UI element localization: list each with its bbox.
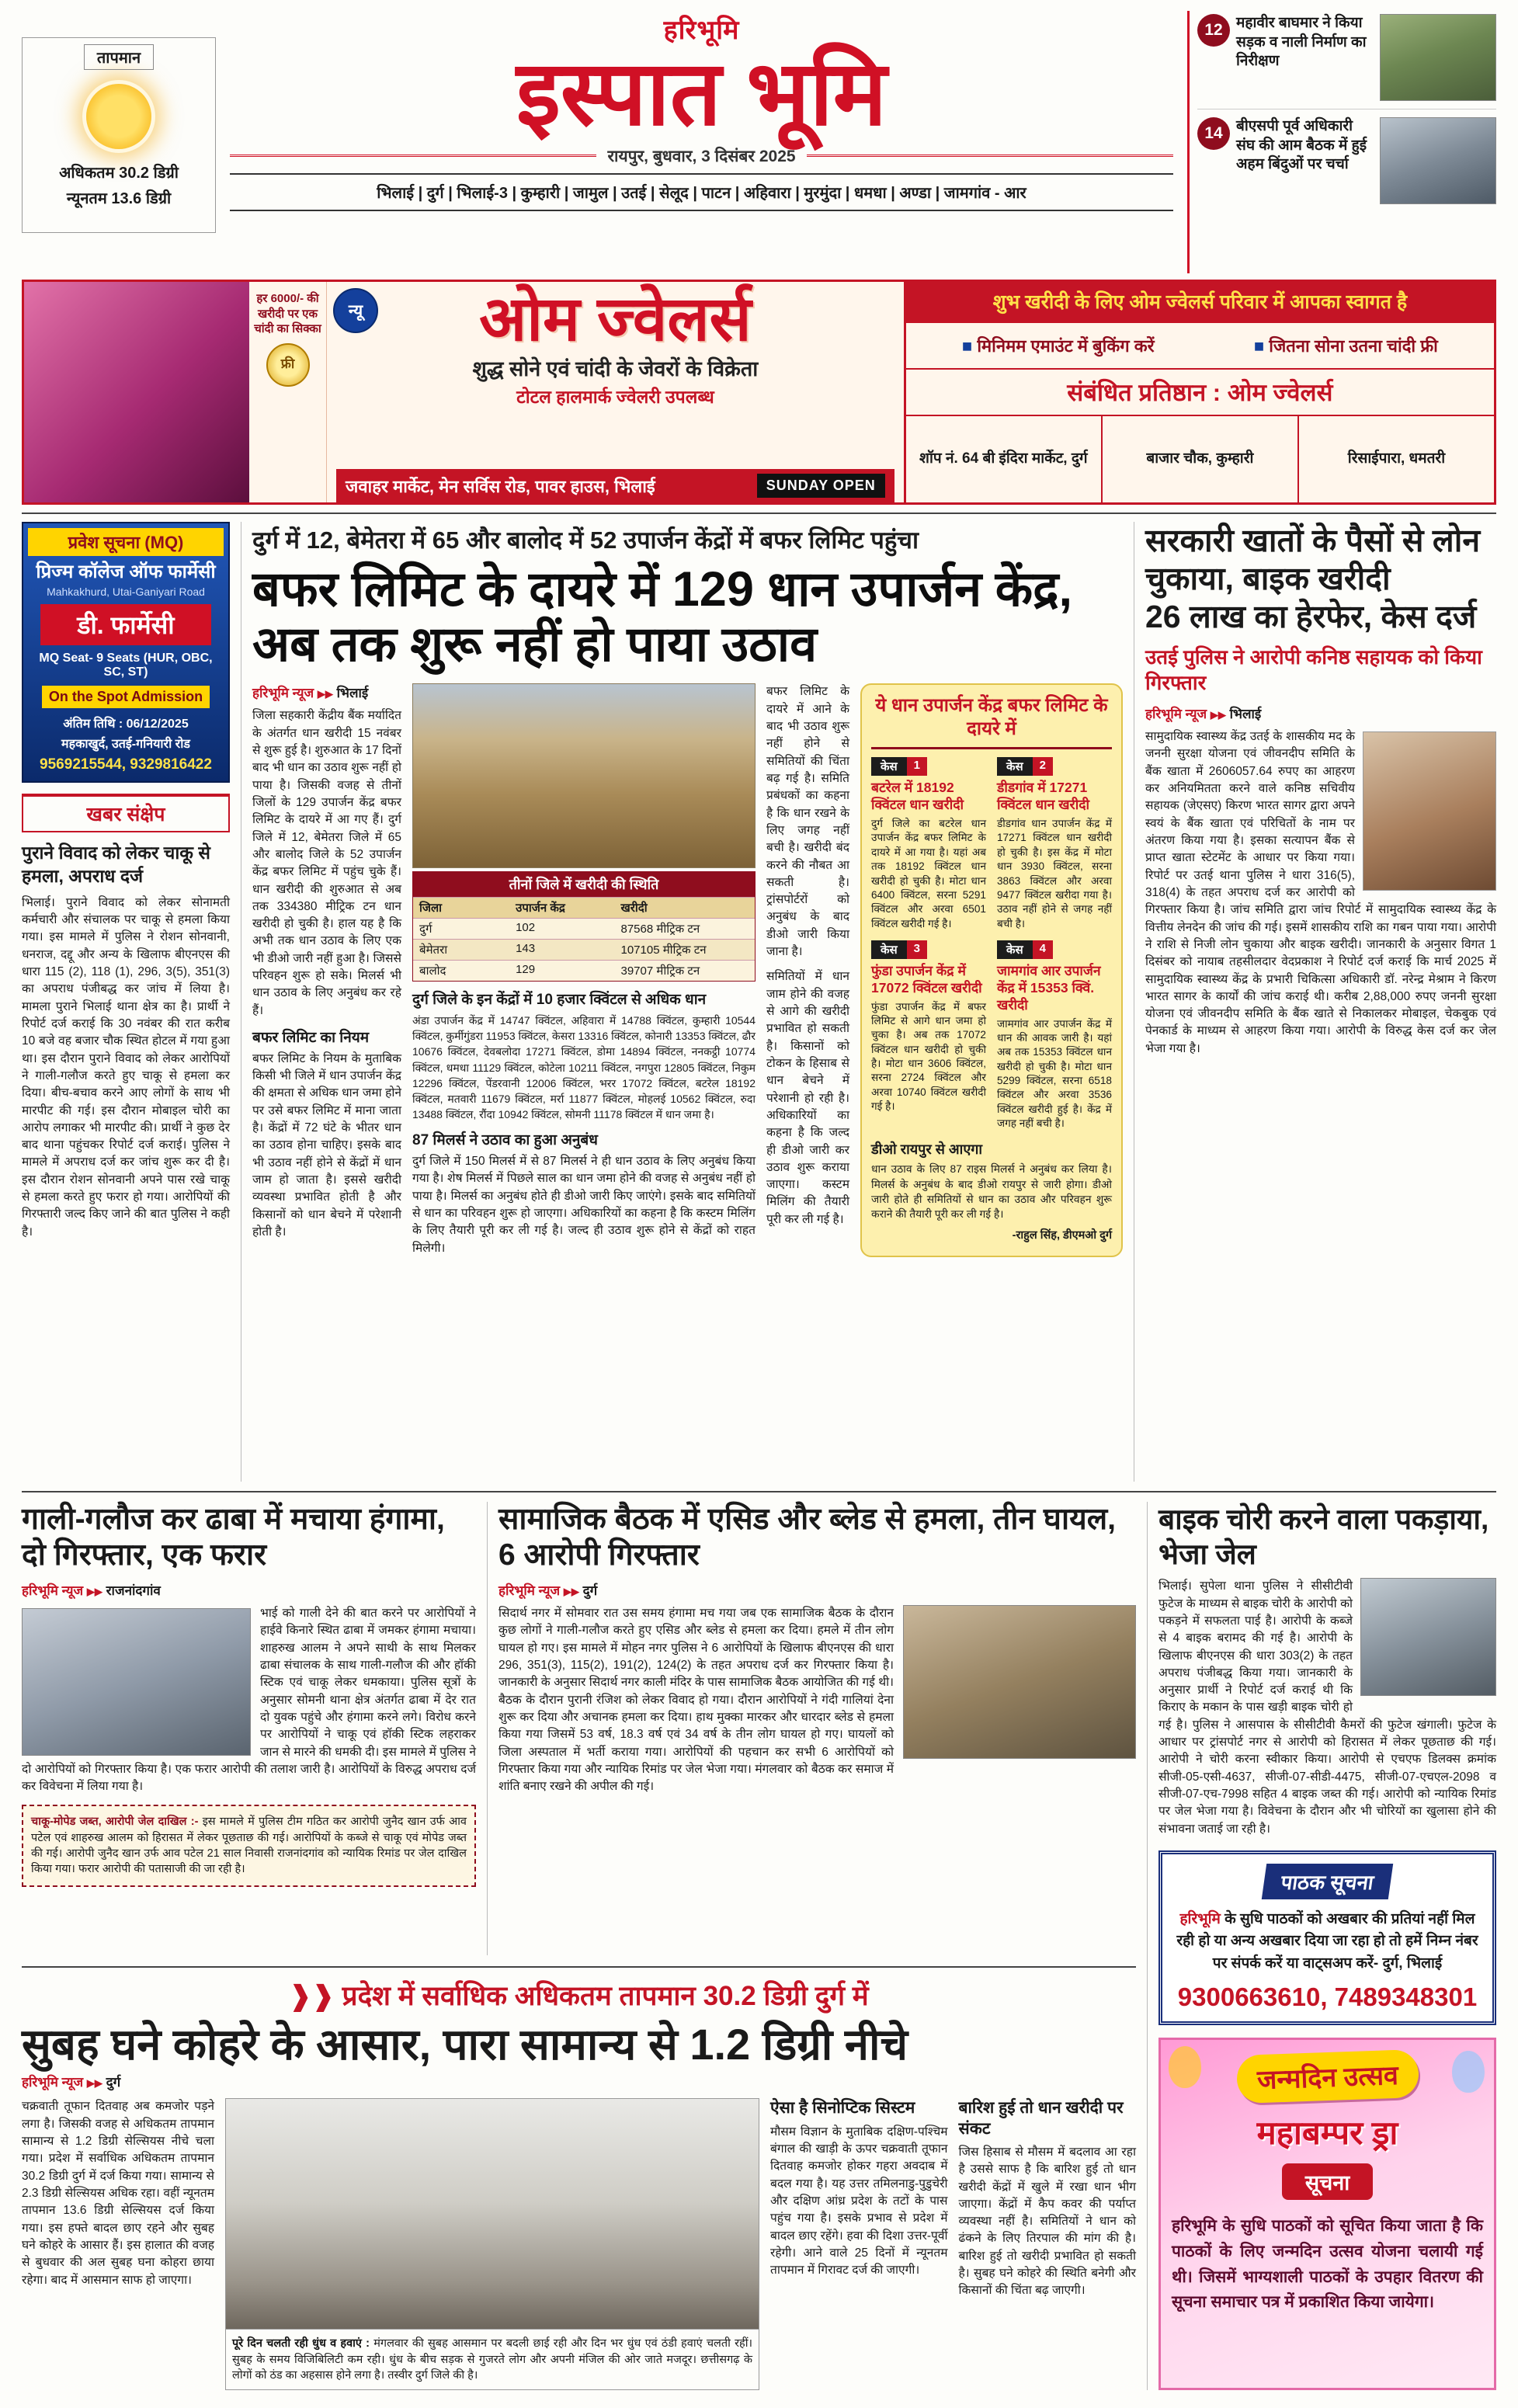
dhaba-headline: गाली-गलौज कर ढाबा में मचाया हंगामा, दो गिरफ्तार, एक फरार — [22, 1503, 445, 1572]
left-sidebar — [22, 522, 230, 1482]
balloon-icon — [1169, 2046, 1201, 2088]
weather-kicker — [22, 1977, 1136, 2014]
ad-welcome-band: शुभ खरीदी के लिए ओम ज्वेलर्स परिवार में आपका स्वागत है — [906, 282, 1494, 323]
case-card — [997, 940, 1112, 1131]
case-number: 3 — [907, 940, 927, 959]
byline-arrow-icon: ▶▶ — [317, 688, 333, 700]
dhaba-body: भाई को गाली देने की बात करने पर आरोपियों ने हाईवे किनारे स्थित ढाबा में जमकर हंगामा मचाया। शाहरुख आलम ने अपने साथी के साथ मिलकर ढाबा संचालक के साथ गाली-गलौज की और हॉकी स्टिक एवं चाकू लेकर धमकाया। पुलिस सूत्रों के अनुसार सोमनी थाना क्षेत्र अंतर्गत ढाबा में देर रात दो युवक पहुंचे और हंगामा करने लगे। विरोध करने पर आरोपियों ने चाकू एवं हॉकी स्टिक लहराकर जान से मारने की धमकी दी। इस मामले में पुलिस ने दो आरोपियों को गिरफ्तार किया है। एक फरार आरोपी की तलाश जारी है। आरोपियों के विरुद्ध अपराध दर्ज कर विवेचना में लिया गया है। — [22, 1607, 476, 1794]
lead-col-right — [766, 683, 849, 1256]
weather-columns — [22, 2098, 1136, 2390]
bike-headline: बाइक चोरी करने वाला पकड़ाया, भेजा जेल — [1158, 1503, 1489, 1571]
table-col-header: उपार्जन केंद्र — [509, 897, 614, 918]
ad-left-block — [327, 282, 906, 502]
byline-brand: हरिभूमि न्यूज — [22, 2075, 84, 2090]
page-number-badge: 12 — [1197, 14, 1230, 47]
synoptic-body: मौसम विज्ञान के मुताबिक दक्षिण-पश्चिम बंगाल की खाड़ी के ऊपर चक्रवाती तूफान दितवाह कमजोर होकर गहरा अवदाब में बदल गया है। यह उत्तर तमिलनाडु-पुडुचेरी और दक्षिण आंध्र प्रदेश के तटों के पास पहुंच गया है। इसके प्रभाव से प्रदेश में बादल छाए रहेंगे। हवा की दिशा उत्तर-पूर्वी रहेगी। आने वाले 25 दिनों में न्यूनतम तापमान में गिरावट दर्ज की जाएगी। — [770, 2125, 948, 2278]
table-cell: 143 — [509, 939, 614, 960]
reader-notice-body — [1173, 1909, 1482, 1975]
photo-caption-body: मंगलवार की सुबह आसमान पर बदली छाई रही और दिन भर धुंध एवं ठंडी हवाएं चलती रहीं। सुबह के समय विजिबिलिटी कम रही। धुंध के बीच सड़क से गुजरते लोग और अपनी मंजिल की ओर जाते मजदूर। छत्तीसगढ़ के लोगों को ठंड का अहसास होने लगा है। तस्वीर दुर्ग जिले की है। — [232, 2337, 752, 2382]
millers-subhead: 87 मिलर्स ने उठाव का हुआ अनुबंध — [412, 1132, 598, 1149]
kicker-decoration-icon: ❱❱ — [289, 1981, 342, 2011]
case-heading: फुंडा उपार्जन केंद्र में 17072 क्विंटल खरीदी — [871, 962, 982, 996]
brief-text: महावीर बाघमार ने किया सड़क व नाली निर्माण का निरीक्षण — [1236, 15, 1367, 70]
byline — [22, 1581, 476, 1599]
fraud-headline: सरकारी खातों के पैसों से लोन चुकाया, बाइक खरीदी — [1145, 523, 1481, 597]
ad-address-bar — [336, 469, 894, 502]
byline-location: दुर्ग — [106, 2075, 121, 2090]
highlight-body: इस मामले में पुलिस टीम गठित कर आरोपी जुनैद खान उर्फ आव पटेल एवं शाहरुख आलम को हिरासत में लेकर पूछताछ की गई। आरोपियों के कब्जे से चाकू एवं मोपेड जब्त की गई। आरोपी जुनैद खान उर्फ आव पटेल 21 साल निवासी राजनांदगांव को न्यायिक रिमांड पर जेल दाखिल किया गया। फरार आरोपी की पतासाजी की जा रही है। — [31, 1816, 467, 1876]
masthead-center — [230, 11, 1173, 273]
last-date: अंतिम तिथि : 06/12/2025 — [63, 718, 189, 731]
procurement-table — [412, 871, 756, 982]
lead-kicker: दुर्ग में 12, बेमेतरा में 65 और बालोद में 52 उपार्जन केंद्रों में बफर लिमिट पहुंचा — [252, 526, 919, 554]
masthead — [0, 0, 1518, 273]
ad-tagline-1: शुद्ध सोने एवं चांदी के जेवरों के विक्रेता — [472, 357, 759, 380]
table-cell: 129 — [509, 960, 614, 981]
page-number-badge: 14 — [1197, 117, 1230, 150]
table-cell: 102 — [509, 918, 614, 939]
middle-stories-row — [22, 1502, 1136, 1968]
centers-body: अंडा उपार्जन केंद्र में 14747 क्विंटल, अहिवारा में 14788 क्विंटल, कुम्हारी 10544 क्विंटल, कुर्मीगुंडरा 11953 क्विंटल, केसरा 13316 क्विंटल, कोनारी 13353 क्विंटल, ढौर 10676 क्विंटल, देवबलोदा 17271 क्विंटल, डोमा 14894 क्विंटल, ननकट्ठी 10774 क्विंटल, धमधा 11129 क्विंटल, कोटेला 10211 क्विंटल, नगपुरा 12805 क्विंटल, निकुम 12296 क्विंटल, पेंडरवानी 12006 क्विंटल, भरर 17072 क्विंटल, बटरेल 18192 क्विंटल, मतवारी 11679 क्विंटल, मर्रा 11877 क्विंटल, मोहलई 10562 क्विंटल, रुदा 13488 क्विंटल, रौंदा 10942 क्विंटल, सोमनी 11178 क्विंटल में धान जमा है। — [412, 1014, 756, 1121]
deo-subhead: डीओ रायपुर से आएगा — [871, 1141, 983, 1158]
dhaba-story — [22, 1502, 488, 1955]
case-number: 4 — [1033, 940, 1053, 959]
lead-story-columns — [252, 683, 1123, 1256]
photo-accused — [1363, 731, 1496, 891]
sunday-open-badge: SUNDAY OPEN — [757, 474, 885, 498]
main-section — [22, 513, 1496, 1482]
publication-logo: हरिभूमि — [663, 16, 740, 45]
lead-col-middle — [412, 683, 756, 1256]
rain-risk-column — [959, 2098, 1137, 2390]
ad-brand-name: ओम ज्वेलर्स — [479, 284, 752, 353]
sun-icon — [86, 84, 151, 149]
case-label: केस — [997, 940, 1033, 959]
ad-main-address: जवाहर मार्केट, मेन सर्विस रोड, पावर हाउस, भिलाई — [346, 476, 655, 496]
bike-body: भिलाई। सुपेला थाना पुलिस ने सीसीटीवी फुटेज के माध्यम से बाइक चोरी के आरोपी को पकड़ने में सफलता पाई है। आरोपी के कब्जे से 4 बाइक बरामद की गई है। आरोपी के खिलाफ बीएनएस की धारा 303(2) के तहत अपराध पंजीबद्ध किया गया। जानकारी के अनुसार प्रार्थी ने रिपोर्ट दर्ज कराई थी कि किराए के मकान के पास खड़ी बाइक चोरी हो गई है। पुलिस ने आसपास के सीसीटीवी कैमरों की फुटेज खंगाली। फुटेज के आधार पर ट्रांसपोर्ट नगर से आरोपी को हिरासत में लेकर पूछताछ की गई। आरोपी ने चोरी करना स्वीकार किया। आरोपी से एचएफ डिलक्स क्रमांक सीजी-05-एसी-4637, सीजी-07-सीडी-4475, सीजी-07-एचएल-2098 व सीजी-07-एच-7998 सहित 4 बाइक जब्त की गई। आरोपी को न्यायिक रिमांड पर जेल भेजा गया है। विवेचना के दौरान और भी चोरियों का खुलासा होने की संभावना जताई जा रही है। — [1158, 1579, 1496, 1836]
fraud-story — [1145, 522, 1496, 1482]
byline-arrow-icon: ▶▶ — [563, 1586, 579, 1598]
pharmacy-admission-ad — [22, 522, 230, 783]
photo-caption-title: पूरे दिन चलती रही धुंध व हवाएं : — [232, 2337, 370, 2351]
photo-recovered-bikes — [1360, 1578, 1496, 1696]
new-badge: न्यू — [333, 288, 378, 333]
lower-left — [22, 1502, 1136, 2390]
byline-location: राजनांदगांव — [106, 1583, 161, 1599]
byline-brand: हरिभूमि न्यूज — [252, 686, 314, 701]
ad-related-stores: संबंधित प्रतिष्ठान : ओम ज्वेलर्स — [906, 368, 1494, 416]
case-number: 1 — [907, 757, 927, 776]
fraud-subhead: उतई पुलिस ने आरोपी कनिष्ठ सहायक को किया गिरफ्तार — [1145, 645, 1482, 695]
table-cell: 107105 मीट्रिक टन — [614, 939, 755, 960]
lead-headline: बफर लिमिट के दायरे में 129 धान उपार्जन केंद्र, अब तक शुरू नहीं हो पाया उठाव — [252, 562, 1073, 672]
sidebar-brief-title: पुराने विवाद को लेकर चाकू से हमला, अपराध दर्ज — [22, 843, 210, 886]
bumper-draw-title: महाबम्पर ड्रा — [1256, 2114, 1398, 2152]
rain-risk-body: जिस हिसाब से मौसम में बदलाव आ रहा है उससे साफ है कि बारिश हुई तो धान खरीदी केंद्रों में खुले में रखा धान भीग जाएगा। केंद्रों में कैप कवर की पर्याप्त व्यवस्था नहीं है। समितियों ने धान को ढंकने के लिए तिरपाल की मांग की है। बारिश हुई तो खरीदी प्रभावित हो सकती है। सुबह घने कोहरे की स्थिति बनेगी और किसानों की चिंता बढ़ जाएगी। — [958, 2145, 1136, 2298]
brief-photo — [1380, 14, 1496, 101]
college-address-hi: महकाखुर्द, उतई-गनियारी रोड — [61, 738, 190, 751]
lower-section — [22, 1491, 1496, 2390]
weather-kicker-text: प्रदेश में सर्वाधिक अधिकतम तापमान 30.2 डिग्री दुर्ग में — [342, 1981, 869, 2011]
table-col-header: जिला — [413, 897, 509, 918]
ad-offer-text: हर 6000/- की खरीदी पर एक चांदी का सिक्का — [254, 292, 321, 335]
table-cell: 39707 मीट्रिक टन — [614, 960, 755, 981]
case-label: केस — [997, 757, 1033, 776]
weather-max: अधिकतम 30.2 डिग्री — [59, 165, 179, 182]
photo-police-arrest — [22, 1608, 251, 1756]
byline-location: भिलाई — [336, 686, 369, 701]
ad-branch-durg: शॉप नं. 64 बी इंदिरा मार्केट, दुर्ग — [919, 450, 1088, 467]
lead-col-left — [252, 683, 401, 1256]
bike-theft-story — [1158, 1502, 1496, 1838]
ad-branches — [906, 416, 1494, 503]
acid-story — [498, 1502, 1136, 1955]
edition-title: इस्पात भूमि — [516, 43, 888, 144]
case-body: जामगांव आर उपार्जन केंद्र में धान की आवक जारी है। यहां अब तक 15353 क्विंटल धान खरीदी हो चुकी है। मोटा धान 5299 क्विंटल, सरना 6518 क्विंटल और अरवा 3536 क्विंटल खरीदी हुई है। केंद्र में जगह नहीं बची है। — [997, 1017, 1112, 1129]
acid-body: सिदार्थ नगर में सोमवार रात उस समय हंगामा मच गया जब एक सामाजिक बैठक के दौरान कुछ लोगों ने गाली-गलौज करते हुए एसिड और ब्लेड से हमला कर दिया। हमले में तीन लोग घायल हो गए। इस मामले में मोहन नगर पुलिस ने 6 आरोपियों के खिलाफ बीएनएस की धारा 296, 351(3), 115(2), 191(2), 124(2) के तहत अपराध दर्ज कर गिरफ्तार किया है। जानकारी के अनुसार सिदार्थ नगर काली मंदिर के पास सामाजिक बैठक आयोजित की गई थी। बैठक के दौरान पुरानी रंजिश को लेकर विवाद हो गया। दौरान आरोपियों ने गंदी गालियां देना शुरू कर दिया और अचानक हमला कर दिया। हाथ मुक्का मारकर और धारदार ब्लेड से हमला किया गया जिसमें 53 वर्ष, 18.3 वर्ष एवं 34 वर्ष के तीन लोग घायल हो गए। घायलों को जिला अस्पताल में भर्ती कराया गया। आरोपियों की पहचान कर सभी 6 आरोपियों को गिरफ्तार किया गया और न्यायिक रिमांड पर जेल भेजा गया। मंगलवार को बैठक कर समाज में शांति बनाए रखने की अपील की गई। — [498, 1607, 894, 1794]
birthday-draw-ad — [1158, 2038, 1496, 2390]
course-name: डी. फार्मेसी — [40, 604, 211, 645]
photo-foggy-road — [225, 2098, 759, 2330]
college-address-en: Mahkakhurd, Utai-Ganiyari Road — [47, 585, 205, 598]
case-label: केस — [871, 757, 907, 776]
weather-photo-block — [225, 2098, 759, 2390]
notice-text: के सुधि पाठकों को अखबार की प्रतियां नहीं मिल रही हो या अन्य अखबार दिया जा रहा हो तो हमें निम्न नंबर पर संपर्क करें या वाट्सअप करें- दुर्ग, भिलाई — [1176, 1910, 1478, 1972]
admission-notice-header: प्रवेश सूचना (MQ) — [28, 528, 224, 556]
photo-paddy-sacks — [412, 683, 756, 868]
weather-min: न्यूनतम 13.6 डिग्री — [66, 190, 172, 207]
buffer-rule-subhead: बफर लिमिट का नियम — [252, 1030, 370, 1046]
weather-title: तापमान — [84, 44, 154, 70]
photo-crowd-meeting — [903, 1605, 1136, 1759]
birthday-ad-body: हरिभूमि के सुधि पाठकों को सूचित किया जाता है कि पाठकों के लिए जन्मदिन उत्सव योजना चलायी गई थी। जिसमें भाग्यशाली पाठकों के उपहार वितरण की सूचना समाचार पत्र में प्रकाशित किया जायेगा। — [1172, 2217, 1483, 2312]
birthday-title: जन्मदिन उत्सव — [1236, 2049, 1419, 2104]
quote-attribution: -राहुल सिंह, डीएमओ दुर्ग — [1012, 1228, 1112, 1242]
byline-brand: हरिभूमि न्यूज — [498, 1583, 561, 1599]
top-brief-item — [1197, 14, 1496, 109]
table-cell: बालोद — [413, 960, 509, 981]
byline — [252, 683, 401, 701]
byline-location: दुर्ग — [582, 1583, 598, 1599]
table-cell: दुर्ग — [413, 918, 509, 939]
lead-paragraph-2: बफर लिमिट के दायरे में आने के बाद भी उठाव शुरू नहीं होने से समितियों की चिंता बढ़ गई है। समिति प्रबंधकों का कहना है कि धान रखने के लिए जगह नहीं बची है। खरीदी बंद करने की नौबत आ सकती है। ट्रांसपोर्टरों को अनुबंध के बाद डीओ जारी किया जाना है। — [766, 685, 849, 959]
table-cell: 87568 मीट्रिक टन — [614, 918, 755, 939]
millers-body: दुर्ग जिले में 150 मिलर्स में से 87 मिलर्स ने ही धान उठाव के लिए अनुबंध किया गया है। शेष मिलर्स में पिछले साल का धान जमा होने की वजह से अनुबंध नहीं हो पाया है। मिलर्स का अनुबंध होते ही डीओ जारी किए जाएंगे। इसके बाद समितियों से धान का परिवहन शुरू हो जाएगा। अधिकारियों का कहना है कि कस्टम मिलिंग के लिए तैयारी पूरी कर ली गई है। जल्द ही उठाव शुरू होने से केंद्रों को राहत मिलेगी। — [412, 1154, 756, 1255]
sidebar-brief-body: भिलाई। पुराने विवाद को लेकर सोनामती कर्मचारी और संचालक पर चाकू से हमला किया गया। इस मामले में पुलिस ने रोशन सोनवानी, धनराज, दद्दू और अन्य के खिलाफ बीएनएस की धारा 115 (2), 118 (1), 296, 3(5), 351(3) का अपराध पंजीबद्ध कर जांच में लिया है। मामला पुराने भिलाई थाना क्षेत्र का है। प्रार्थी ने रिपोर्ट दर्ज कराई कि 30 नवंबर की रात करीब 10 बजे वह बजार चौक स्थित होटल में गया हुआ था। इस दौरान पुराने विवाद को लेकर आरोपियों ने गाली-गलौज करते हुए चाकू से हमला कर दिया। बीच-बचाव करने आए लोगों के साथ भी मारपीट की गई। इस दौरान मोबाइल चोरी का आरोप लगाकर भी मारपीट की। प्रार्थी ने कुछ देर बाद थाना पहुंचकर रिपोर्ट दर्ज कराई। पुलिस ने मामले में अपराध दर्ज कर जांच शुरू कर दी है। इस दौरान रोशन सोनवानी अपने पास रखे चाकू से हमला करते हुए फरार हो गया। आरोपियों की गिरफ्तारी जल्द किए जाने की बात पुलिस ने कही है। — [22, 895, 230, 1239]
case-number: 2 — [1033, 757, 1053, 776]
byline-brand: हरिभूमि न्यूज — [1145, 707, 1207, 722]
synoptic-column — [770, 2098, 948, 2390]
notice-brand: हरिभूमि — [1179, 1910, 1221, 1927]
ad-right-block — [906, 282, 1494, 502]
silver-coin-icon: फ्री — [266, 343, 310, 387]
buffer-rule-body: बफर लिमिट के नियम के मुताबिक किसी भी जिले में धान उपार्जन केंद्र की क्षमता से अधिक धान जमा होने पर उसे बफर लिमिट में माना जाता है। केंद्रों में 72 घंटे के भीतर धान का उठाव होना चाहिए। इसके बाद भी उठाव नहीं होने से केंद्रों में धान जाम हो जाता है। इससे खरीदी व्यवस्था प्रभावित होती है और किसानों को धान बेचने में परेशानी होती है। — [252, 1051, 401, 1239]
byline-arrow-icon: ▶▶ — [86, 1586, 102, 1598]
acid-headline: सामाजिक बैठक में एसिड और ब्लेड से हमला, तीन घायल, 6 आरोपी गिरफ्तार — [498, 1503, 1116, 1572]
brief-text: बीएसपी पूर्व अधिकारी संघ की आम बैठक में हुई अहम बिंदुओं पर चर्चा — [1236, 118, 1367, 173]
weather-box — [22, 37, 216, 233]
dateline: रायपुर, बुधवार, 3 दिसंबर 2025 — [607, 147, 796, 165]
highlight-title: चाकू-मोपेड जब्त, आरोपी जेल दाखिल :- — [31, 1816, 199, 1829]
dateline-rule-left — [230, 155, 596, 157]
cases-grid — [871, 757, 1112, 1131]
case-body: फुंडा उपार्जन केंद्र में बफर लिमिट से आगे धान जमा हो चुका है। अब तक 17072 क्विंटल धान खरीदी हो चुकी है। मोटा धान 3606 क्विंटल, सरना 2724 क्विंटल और अरवा 10740 क्विंटल खरीदी गई है। — [871, 1000, 986, 1113]
case-label: केस — [871, 940, 907, 959]
reader-notice-title: पाठक सूचना — [1262, 1864, 1394, 1899]
weather-story — [22, 1968, 1136, 2390]
weather-lead-body: चक्रवाती तूफान दितवाह अब कमजोर पड़ने लगा है। जिसकी वजह से अधिकतम तापमान सामान्य से 1.2 डिग्री सेल्सियस नीचे चला गया। प्रदेश में सर्वाधिक अधिकतम तापमान 30.2 डिग्री दुर्ग में दर्ज किया गया। सामान्य से 2.3 डिग्री सेल्सियस अधिक रहा। वहीं न्यूनतम तापमान 13.6 डिग्री सेल्सियस दर्ज किया गया। इस हफ्ते बादल छाए रहने और सुबह घने कोहरे के आसार हैं। इस हालात की वजह से बुधवार की अल सुबह घना कोहरा छाया रहेगा। बाद में आसमान साफ हो जाएगा। — [22, 2100, 214, 2287]
ad-point-booking: ■ मिनिमम एमाउंट में बुकिंग करें — [962, 334, 1155, 357]
notice-badge: सूचना — [1282, 2163, 1373, 2200]
ad-branch-kumhari: बाजार चौक, कुम्हारी — [1101, 416, 1297, 503]
synoptic-head: ऐसा है सिनोप्टिक सिस्टम — [770, 2099, 915, 2118]
buffer-cases-panel — [860, 683, 1123, 1256]
byline-brand: हरिभूमि न्यूज — [22, 1583, 84, 1599]
dateline-rule-right — [807, 155, 1173, 157]
ad-tagline-2: टोटल हालमार्क ज्वेलरी उपलब्ध — [516, 387, 714, 407]
case-card — [871, 940, 986, 1131]
byline-location: भिलाई — [1229, 707, 1262, 722]
ad-branch-dhamtari: रिसाईपारा, धमतरी — [1297, 416, 1494, 503]
ad-point-free-silver: ■ जितना सोना उतना चांदी फ्री — [1254, 334, 1438, 357]
weather-lead-col — [22, 2098, 214, 2390]
ad-points — [906, 323, 1494, 368]
top-brief-item — [1197, 117, 1496, 212]
table-cell: बेमेतरा — [413, 939, 509, 960]
seat-details: MQ Seat- 9 Seats (HUR, OBC, SC, ST) — [39, 652, 213, 679]
byline — [1145, 704, 1496, 722]
cases-panel-title: ये धान उपार्जन केंद्र बफर लिमिट के दायरे में — [871, 694, 1112, 749]
brief-photo — [1380, 117, 1496, 204]
lead-story — [241, 522, 1134, 1482]
edition-cities: भिलाई | दुर्ग | भिलाई-3 | कुम्हारी | जामुल | उतई | सेलूद | पाटन | अहिवारा | मुरमुंदा | धमधा | अण्डा | जामगांव - आर — [230, 173, 1173, 211]
byline — [498, 1581, 1136, 1599]
contact-phone-numbers: 9300663610, 7489348301 — [1177, 1982, 1478, 2012]
weather-headline: सुबह घने कोहरे के आसार, पारा सामान्य से 1.2 डिग्री नीचे — [22, 2020, 908, 2069]
jewellers-ad-banner — [22, 280, 1496, 505]
case-card — [871, 757, 986, 931]
case-body: दुर्ग जिले का बटरेल धान उपार्जन केंद्र बफर लिमिट के दायरे में आ गया है। यहां अब तक 18192 क्विंटल धान खरीदी हो चुकी है। मोटा धान 6400 क्विंटल, सरना 5291 क्विंटल और अरवा 6501 क्विंटल खरीदी गई है। — [871, 818, 986, 929]
lead-paragraph: जिला सहकारी केंद्रीय बैंक मर्यादित के अंतर्गत धान खरीदी 15 नवंबर से शुरू हुई है। शुरुआत के 17 दिनों बाद भी धान का उठाव शुरू नहीं हो पाया है। जिसकी वजह से तीनों जिलों के 129 उपार्जन केंद्र बफर लिमिट के दायरे में आ गए हैं। दुर्ग जिले में 12, बेमेतरा जिले में 65 और बालोद जिले के 52 उपार्जन केंद्र बफर लिमिट में पहुंच चुके हैं। धान खरीदी की शुरुआत से अब तक 334380 मीट्रिक टन धान खरीदी हो चुकी है। हाल यह है कि अभी तक धान उठाव के लिए एक भी डीओ जारी नहीं हुआ है। जिससे परिवहन शुरू हो सके। मिलर्स भी धान उठाव के लिए अनुबंध कर रहे हैं। — [252, 709, 401, 1017]
case-heading: बटरेल में 18192 क्विंटल धान खरीदी — [871, 780, 964, 813]
balloon-icon — [1452, 2051, 1485, 2093]
photo-caption — [225, 2330, 759, 2390]
fraud-body: सामुदायिक स्वास्थ्य केंद्र उतई के शासकीय मद के जननी सुरक्षा योजना एवं जीवनदीप समिति के बैंक खाता में 2606057.64 रुपए का आहरण कर अनियमितता करने वाले कनिष्ठ सचिवीय सहायक (जेएसए) किरण भारत सागर द्वारा अपने स्वयं के बैंक खाता एवं परिचितों के नाम पर अंतरण किया गया है। इसका सत्यापन बैंक से प्राप्त खाता स्टेटमेंट के आधार पर किया गया। रिपोर्ट पर उतई थाना पुलिस ने धारा 316(5), 318(4) के तहत अपराध दर्ज कर आरोपी को गिरफ्तार किया है। जांच समिति द्वारा जांच रिपोर्ट में सामुदायिक स्वास्थ्य केंद्र के वित्तीय लेनदेन की जांच की गई। इसमें शासकीय राशि का गबन पाया गया। आरोपी ने राशि से निजी लोन चुकाया और बाइक खरीदी। जानकारी के अनुसार विगत 1 दिसंबर को नायाब तहसीलदार वेदप्रकाश ने रिपोर्ट दर्ज कराई कि मार्च 2025 में सामुदायिक स्वास्थ्य केंद्र के प्रभारी चिकित्सा अधिकारी डॉ. नरेन्द्र मेश्राम ने किरण भारत सागर के कार्यों की जांच कराई थी। करीब 2,88,000 रुपए जननी सुरक्षा योजना एवं जीवनदीप समिति के बैंक खाते से निकालकर मोबाइल, चेकबुक एवं पेनकार्ड के माध्यम से आहरण किया गया। आरोपी के विरुद्ध केस दर्ज कर जेल भेजा गया है। — [1145, 730, 1496, 1055]
byline — [22, 2073, 1136, 2090]
case-heading: डीडगांव में 17271 क्विंटल धान खरीदी — [997, 780, 1090, 813]
seizure-highlight-box — [22, 1805, 476, 1886]
byline-arrow-icon: ▶▶ — [1210, 709, 1226, 721]
ad-offer — [249, 282, 327, 502]
byline-arrow-icon: ▶▶ — [86, 2077, 102, 2090]
case-body: डीडगांव धान उपार्जन केंद्र में 17271 क्विंटल धान खरीदी हो चुकी है। इस केंद्र में मोटा धान 3930 क्विंटल, सरना 3863 क्विंटल और अरवा 9477 क्विंटल खरीदा गया है। उठाव नहीं होने से जगह नहीं बची है। — [997, 818, 1112, 929]
top-briefs — [1187, 11, 1496, 273]
admission-phones: 9569215544, 9329816422 — [40, 756, 212, 773]
case-heading: जामगांव आर उपार्जन केंद्र में 15353 क्विं. खरीदी — [997, 962, 1101, 1013]
lead-paragraph-3: समितियों में धान जाम होने की वजह से आगे की खरीदी प्रभावित हो सकती है। किसानों को टोकन के हिसाब से धान बेचने में परेशानी हो रही है। अधिकारियों का कहना है कि जल्द ही डीओ जारी कर उठाव शुरू कराया जाएगा। कस्टम मिलिंग की तैयारी पूरी कर ली गई है। — [766, 970, 849, 1226]
centers-subhead: दुर्ग जिले के इन केंद्रों में 10 हजार क्विंटल से अधिक धान — [412, 992, 707, 1009]
news-briefs-label: खबर संक्षेप — [22, 794, 230, 832]
fraud-headline-2: 26 लाख का हेरफेर, केस दर्ज — [1145, 599, 1477, 635]
lower-right-column — [1147, 1502, 1496, 2390]
case-card — [997, 757, 1112, 931]
reader-notice-box — [1158, 1850, 1496, 2026]
college-name: प्रिज्म कॉलेज ऑफ फार्मेसी — [36, 561, 216, 582]
rain-risk-head: बारिश हुई तो धान खरीदी पर संकट — [958, 2099, 1124, 2138]
table-col-header: खरीदी — [614, 897, 755, 918]
dateline-row — [230, 145, 1173, 167]
ad-model-photo — [24, 282, 249, 502]
spot-admission-label: On the Spot Admission — [42, 686, 210, 708]
deo-body: धान उठाव के लिए 87 राइस मिलर्स ने अनुबंध कर लिया है। मिलर्स के अनुबंध के बाद डीओ रायपुर से जारी होगा। डीओ जारी होते ही समितियों से धान का उठाव और परिवहन शुरू कराने की तैयारी पूरी कर ली गई है। — [871, 1163, 1112, 1221]
table-title: तीनों जिले में खरीदी की स्थिति — [413, 872, 755, 897]
